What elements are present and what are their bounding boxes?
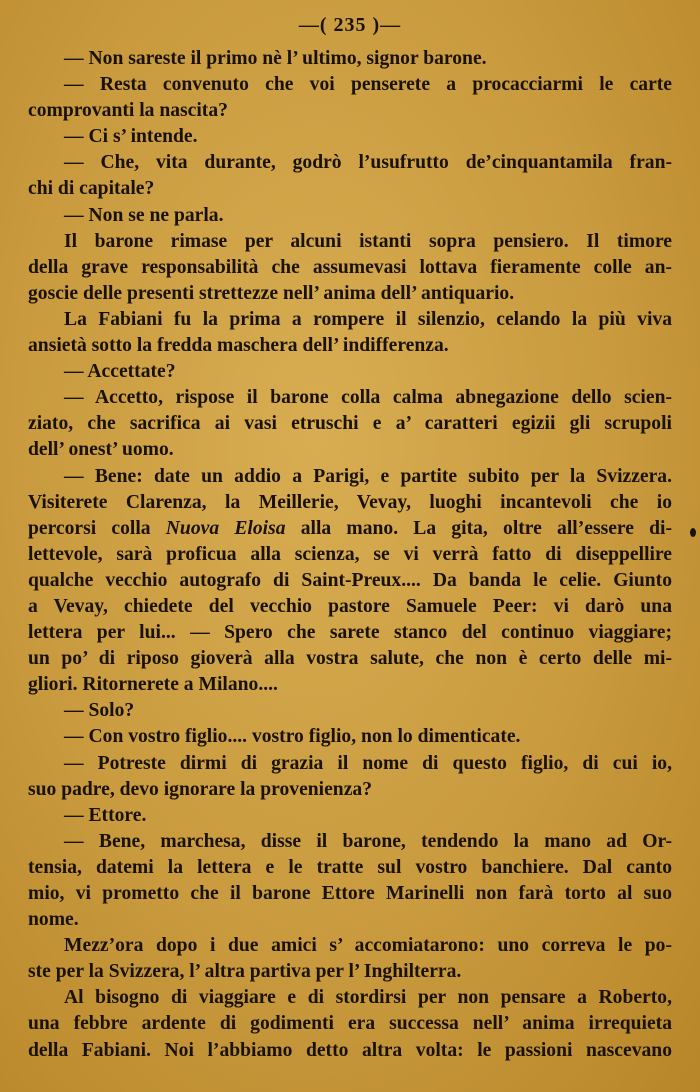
page-number: —( 235 )— <box>298 14 402 36</box>
text-line: — Non sareste il primo nè l’ ultimo, signor barone. <box>64 48 487 69</box>
text-line: a Vevay, chiedete del vecchio pastore Samuele Peer: vi darò una <box>28 595 672 617</box>
text-line: chi di capitale? <box>28 178 155 200</box>
text-line: un po’ di riposo gioverà alla vostra salute, che non è certo delle mi- <box>28 648 672 670</box>
text-line: — Non se ne parla. <box>64 204 224 226</box>
text-line: dell’ onest’ uomo. <box>28 439 174 461</box>
text-line: — Solo? <box>64 700 135 722</box>
text-line: Mezz’ora dopo i due amici s’ accomiatarono: uno correva le po- <box>64 935 672 957</box>
text-line: ziato, che sacrifica ai vasi etruschi e a’ caratteri egizii gli scrupoli <box>28 413 672 435</box>
text-line: — Ci s’ intende. <box>64 126 198 148</box>
text-line: nome. <box>28 909 79 931</box>
text-line: ste per la Svizzera, l’ altra partiva per l’ Inghilterra. <box>28 961 462 983</box>
text-line: della grave responsabilità che assumevasi lottava fieramente colle an- <box>28 256 672 278</box>
text-line: della Fabiani. Noi l’abbiamo detto altra volta: le passioni nascevano <box>28 1039 672 1061</box>
text-line: goscie delle presenti strettezze nell’ anima dell’ antiquario. <box>28 282 515 304</box>
text-line: — Accetto, rispose il barone colla calma abnegazione dello scien- <box>64 387 672 409</box>
text-line: — Resta convenuto che voi penserete a procacciarmi le carte <box>64 74 672 96</box>
book-title: Nuova Eloisa <box>165 517 286 539</box>
text-line: — Che, vita durante, godrò l’usufrutto de’cinquantamila fran- <box>64 152 672 174</box>
margin-mark <box>690 528 696 537</box>
text-line: Al bisogno di viaggiare e di stordirsi per non pensare a Roberto, <box>64 987 672 1009</box>
text-line: comprovanti la nascita? <box>28 100 228 122</box>
text-line: — Con vostro figlio.... vostro figlio, non lo dimenticate. <box>64 726 521 748</box>
text-line: La Fabiani fu la prima a rompere il silenzio, celando la più viva <box>64 308 672 330</box>
text-line: — Ettore. <box>64 804 147 826</box>
text-line: percorsi colla Nuova Eloisa alla mano. La gita, oltre all’essere di- <box>28 517 672 539</box>
text-line: qualche vecchio autografo di Saint-Preux.... Da banda le celie. Giunto <box>28 569 672 591</box>
text-line: — Bene, marchesa, disse il barone, tendendo la mano ad Or- <box>64 830 672 852</box>
text-line: una febbre ardente di godimenti era successa nell’ anima irrequieta <box>28 1013 672 1035</box>
text-line: tensia, datemi la lettera e le tratte sul vostro banchiere. Dal canto <box>28 856 672 878</box>
text-line: Il barone rimase per alcuni istanti sopra pensiero. Il timore <box>64 230 672 252</box>
text-line: mio, vi prometto che il barone Ettore Marinelli non farà torto al suo <box>28 883 672 904</box>
body-text <box>28 46 672 1064</box>
text-line: gliori. Ritornerete a Milano.... <box>28 674 278 696</box>
text-line: ansietà sotto la fredda maschera dell’ indifferenza. <box>28 335 449 357</box>
text-line: lettevole, sarà proficua alla scienza, se vi verrà fatto di diseppellire <box>28 543 672 565</box>
text-line: Visiterete Clarenza, la Meillerie, Vevay, luoghi incantevoli che io <box>28 491 672 513</box>
text-line: suo padre, devo ignorare la provenienza? <box>28 778 372 800</box>
text-line: — Accettate? <box>64 361 176 383</box>
text-line: — Potreste dirmi di grazia il nome di questo figlio, di cui io, <box>64 752 672 774</box>
text-line: lettera per lui... — Spero che sarete stanco del continuo viaggiare; <box>28 622 672 644</box>
text-line: — Bene: date un addio a Parigi, e partite subito per la Svizzera. <box>64 465 672 487</box>
